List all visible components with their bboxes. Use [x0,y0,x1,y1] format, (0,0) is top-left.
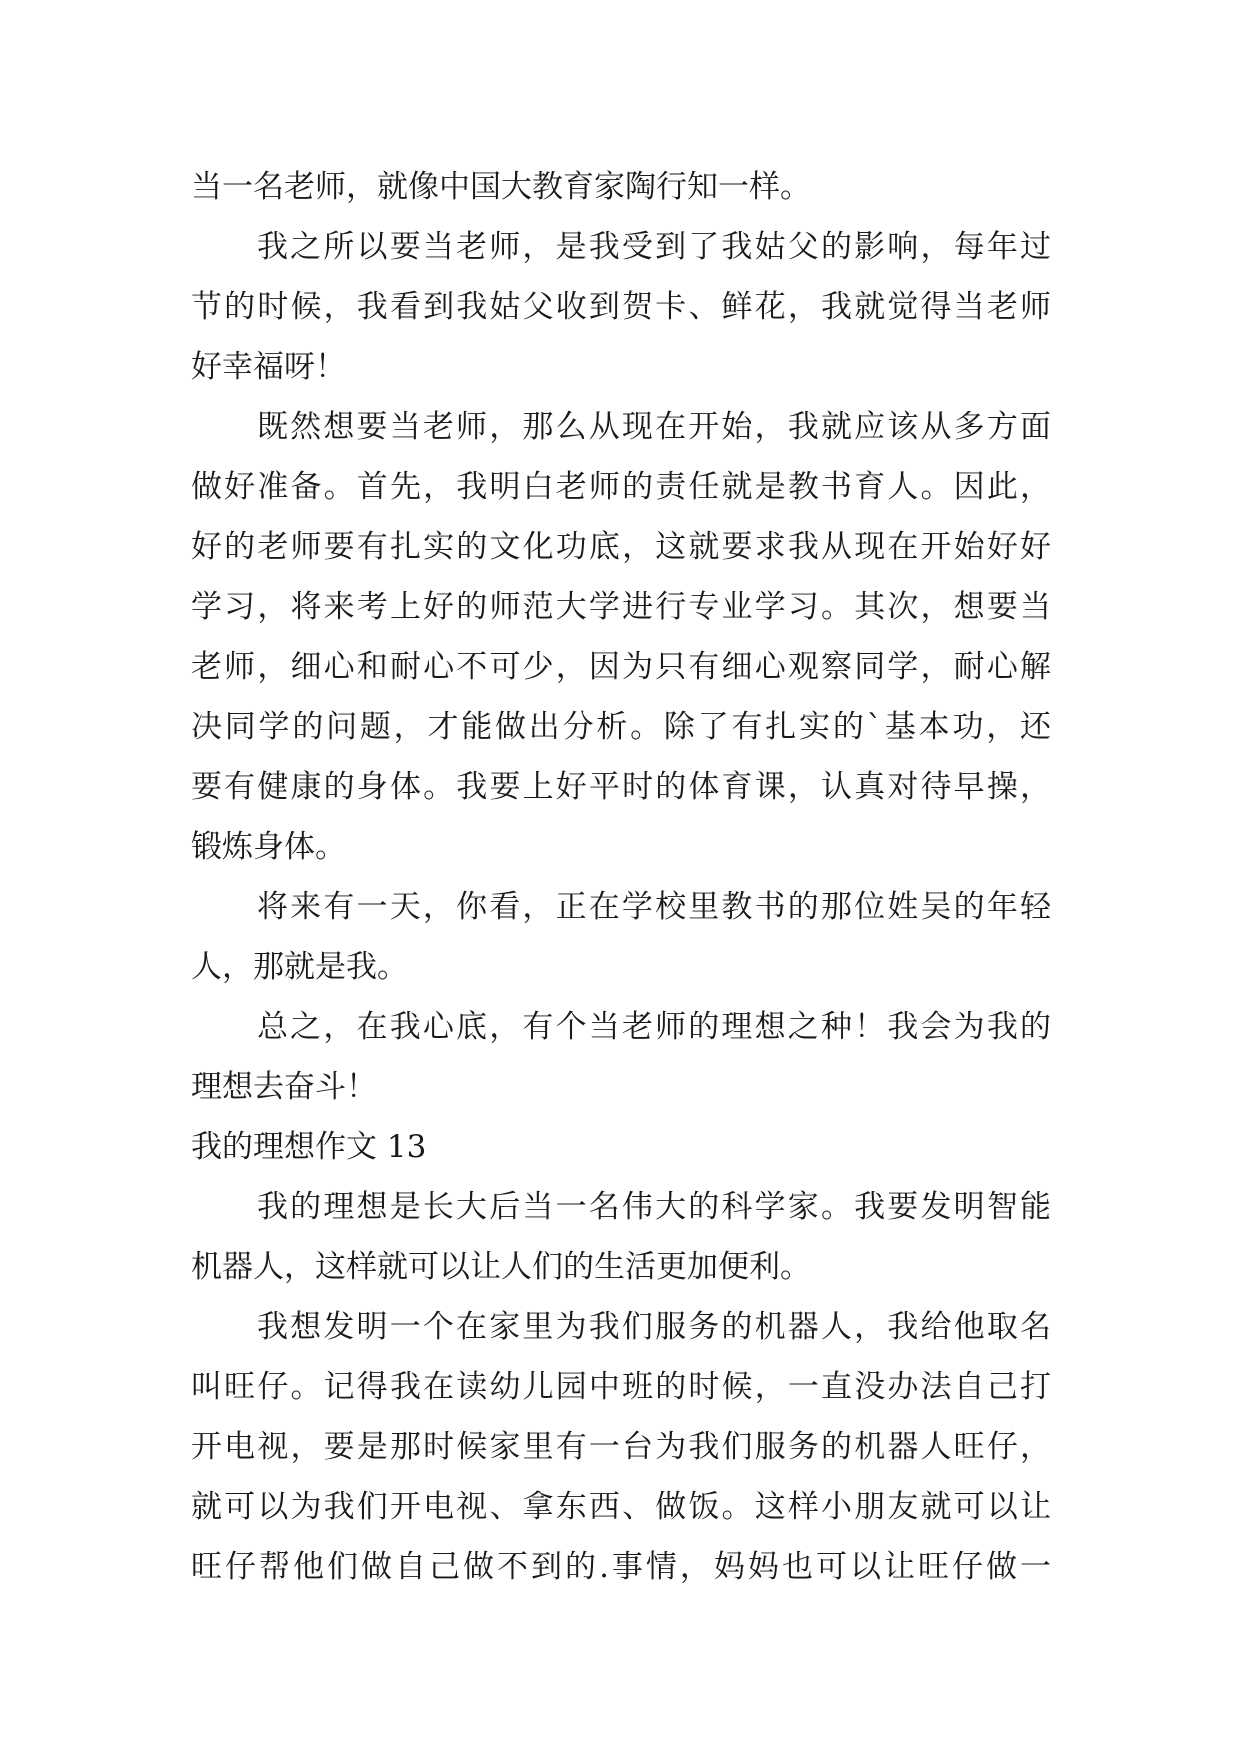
text-line: 我的理想是长大后当一名伟大的科学家。我要发明智能 [257,1189,1051,1225]
text-line: 好的老师要有扎实的文化功底，这就要求我从现在开始好好 [191,529,1051,565]
text-line: 当一名老师，就像中国大教育家陶行知一样。 [191,169,811,205]
text-line: 叫旺仔。记得我在读幼儿园中班的时候，一直没办法自己打 [191,1369,1051,1405]
text-line: 锻炼身体。 [191,829,346,865]
text-line: 节的时候，我看到我姑父收到贺卡、鲜花，我就觉得当老师 [191,289,1051,325]
text-line: 好幸福呀！ [191,349,346,385]
text-line: 学习，将来考上好的师范大学进行专业学习。其次，想要当 [191,589,1051,625]
text-line: 旺仔帮他们做自己做不到的.事情，妈妈也可以让旺仔做一 [191,1549,1051,1585]
text-line: 我之所以要当老师，是我受到了我姑父的影响，每年过 [257,229,1051,265]
text-line: 机器人，这样就可以让人们的生活更加便利。 [191,1249,811,1285]
text-line: 将来有一天，你看，正在学校里教书的那位姓吴的年轻 [257,889,1051,925]
text-line: 要有健康的身体。我要上好平时的体育课，认真对待早操， [191,769,1051,805]
text-line: 老师，细心和耐心不可少，因为只有细心观察同学，耐心解 [191,649,1051,685]
text-line: 就可以为我们开电视、拿东西、做饭。这样小朋友就可以让 [191,1489,1051,1525]
text-line: 理想去奋斗！ [191,1069,377,1105]
text-line: 人，那就是我。 [191,949,408,985]
text-line: 我想发明一个在家里为我们服务的机器人，我给他取名 [257,1309,1051,1345]
section-heading: 我的理想作文 13 [191,1129,427,1165]
text-line: 决同学的问题，才能做出分析。除了有扎实的`基本功，还 [191,709,1051,745]
text-line: 既然想要当老师，那么从现在开始，我就应该从多方面 [257,409,1051,445]
text-line: 总之，在我心底，有个当老师的理想之种！我会为我的 [257,1009,1051,1045]
text-line: 做好准备。首先，我明白老师的责任就是教书育人。因此， [191,469,1051,505]
text-line: 开电视，要是那时候家里有一台为我们服务的机器人旺仔， [191,1429,1051,1465]
